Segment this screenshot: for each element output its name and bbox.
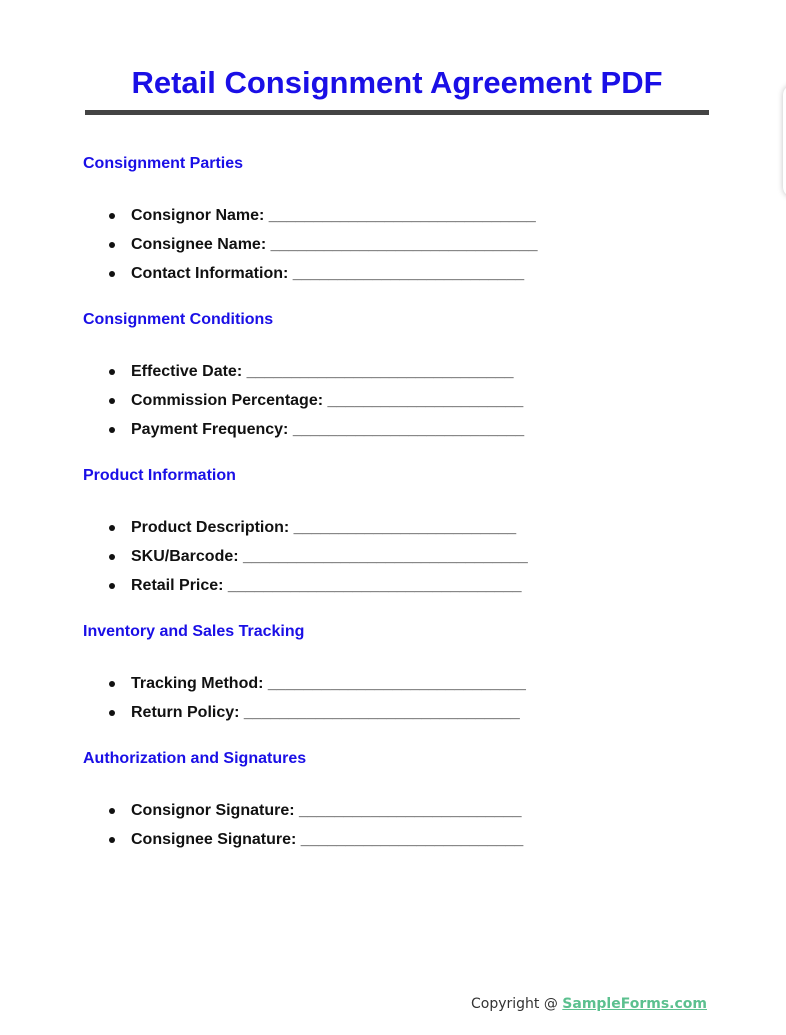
spacer <box>83 288 723 308</box>
field-commission-percentage <box>83 386 723 415</box>
sampleforms-link[interactable]: SampleForms.com <box>562 996 707 1012</box>
field-list <box>83 669 723 727</box>
bullet-icon <box>109 681 115 687</box>
document-title: Retail Consignment Agreement PDF <box>131 65 663 100</box>
field-consignor-name <box>83 201 723 230</box>
bullet-icon <box>109 271 115 277</box>
field-consignor-signature <box>83 796 723 825</box>
bullet-icon <box>109 213 115 219</box>
field-label: Consignee Signature: _________________________ <box>131 831 524 848</box>
field-payment-frequency <box>83 415 723 444</box>
field-product-description <box>83 513 723 542</box>
field-label: Commission Percentage: ______________________ <box>131 392 524 409</box>
bullet-icon <box>109 427 115 433</box>
spacer <box>83 600 723 620</box>
section-consignment-parties <box>83 152 723 288</box>
bullet-icon <box>109 242 115 248</box>
field-label: Payment Frequency: __________________________ <box>131 421 525 438</box>
bullet-icon <box>109 369 115 375</box>
field-label: SKU/Barcode: ________________________________ <box>131 548 528 565</box>
field-consignee-signature <box>83 825 723 854</box>
footer-copyright <box>471 994 707 1014</box>
section-heading: Inventory and Sales Tracking <box>83 623 305 640</box>
title-divider <box>85 110 709 115</box>
section-inventory-sales-tracking <box>83 620 723 727</box>
bullet-icon <box>109 525 115 531</box>
spacer <box>83 444 723 464</box>
field-label: Contact Information: __________________________ <box>131 265 525 282</box>
field-list <box>83 357 723 444</box>
field-return-policy <box>83 698 723 727</box>
field-effective-date <box>83 357 723 386</box>
bullet-icon <box>109 398 115 404</box>
field-label: Consignor Name: ______________________________ <box>131 207 536 224</box>
field-label: Return Policy: _______________________________ <box>131 704 520 721</box>
bullet-icon <box>109 837 115 843</box>
section-heading: Consignment Conditions <box>83 311 274 328</box>
document-body <box>83 152 723 854</box>
spacer <box>83 727 723 747</box>
field-contact-information <box>83 259 723 288</box>
section-heading: Consignment Parties <box>83 155 244 172</box>
field-sku-barcode <box>83 542 723 571</box>
field-list <box>83 201 723 288</box>
field-label: Retail Price: _________________________________ <box>131 577 522 594</box>
field-label: Consignor Signature: _________________________ <box>131 802 522 819</box>
section-authorization-signatures <box>83 747 723 854</box>
bullet-icon <box>109 808 115 814</box>
field-tracking-method <box>83 669 723 698</box>
section-heading: Product Information <box>83 467 236 484</box>
copyright-label: Copyright @ <box>470 996 563 1012</box>
field-list <box>83 513 723 600</box>
field-consignee-name <box>83 230 723 259</box>
field-label: Consignee Name: ______________________________ <box>131 236 538 253</box>
field-label: Product Description: _________________________ <box>131 519 517 536</box>
field-retail-price <box>83 571 723 600</box>
bullet-icon <box>109 583 115 589</box>
field-label: Tracking Method: _____________________________ <box>131 675 526 692</box>
bullet-icon <box>109 554 115 560</box>
field-list <box>83 796 723 854</box>
bullet-icon <box>109 710 115 716</box>
section-heading: Authorization and Signatures <box>83 750 307 767</box>
section-product-information <box>83 464 723 600</box>
section-consignment-conditions <box>83 308 723 444</box>
field-label: Effective Date: ______________________________ <box>131 363 514 380</box>
